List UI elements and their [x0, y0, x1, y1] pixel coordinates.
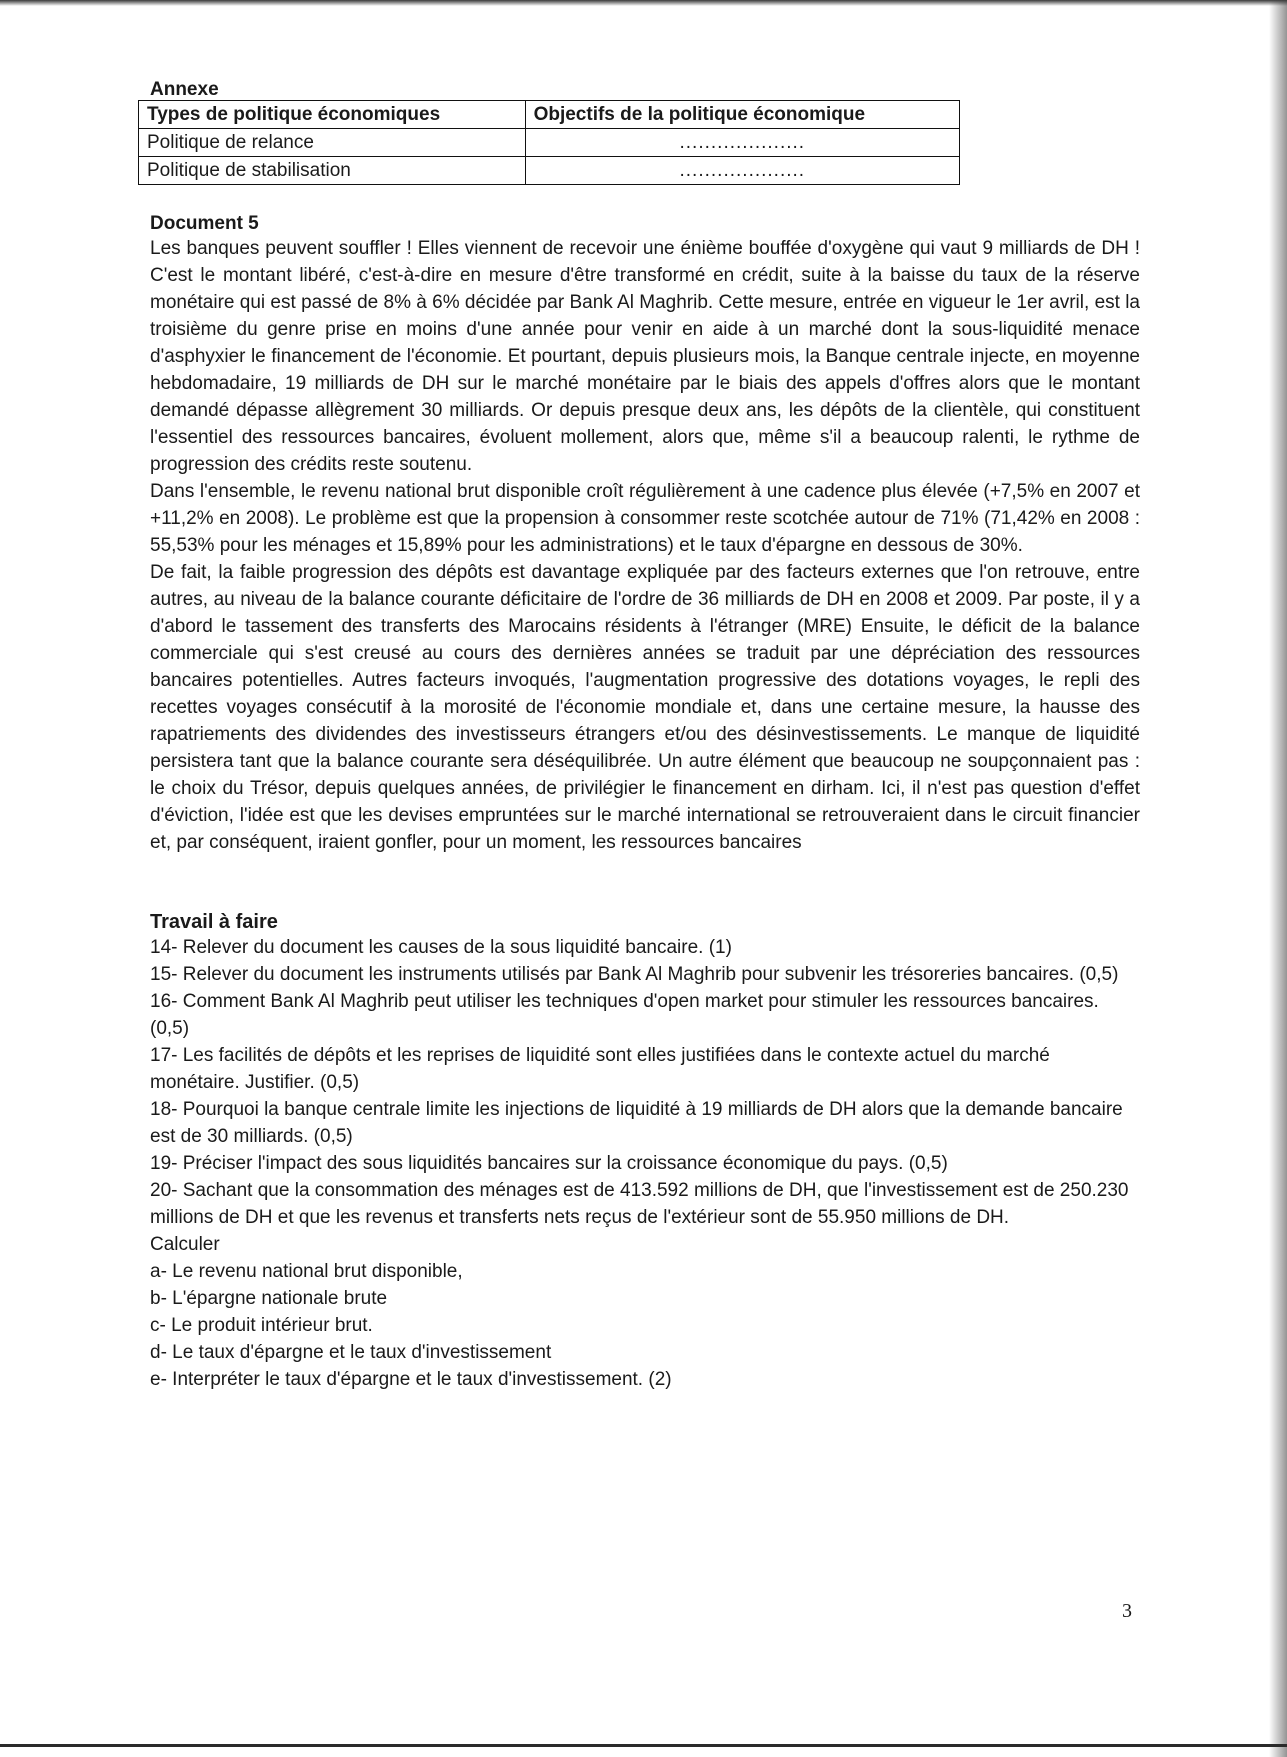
table-row: [139, 157, 960, 185]
document-paragraph: Les banques peuvent souffler ! Elles viennent de recevoir une énième bouffée d'oxygène qui vaut 9 milliards de DH ! C'est le montant libéré, c'est-à-dire en mesure d'être transformé en crédit, suite à la baisse du taux de la réserve monétaire qui est passé de 8% à 6% décidée par Bank Al Maghrib. Cette mesure, entrée en vigueur le 1er avril, est la troisième du genre prise en moins d'une année pour venir en aide à un marché dont la sous-liquidité menace d'asphyxier le financement de l'économie. Et pourtant, depuis plusieurs mois, la Banque centrale injecte, en moyenne hebdomadaire, 19 milliards de DH sur le marché monétaire par le biais des appels d'offres alors que le montant demandé dépasse allègrement 30 milliards. Or depuis presque deux ans, les dépôts de la clientèle, qui constituent l'essentiel des ressources bancaires, évoluent mollement, alors que, même s'il a beaucoup ralenti, le rythme de progression des crédits reste soutenu.: [150, 238, 1140, 475]
document-title: Document 5: [150, 213, 259, 234]
question-list: [150, 934, 1140, 1231]
header-policy-objective: Objectifs de la politique économique: [525, 101, 959, 129]
question-item: 15- Relever du document les instruments utilisés par Bank Al Maghrib pour subvenir les trésoreries bancaires. (0,5): [150, 964, 1119, 985]
calculation-item: b- L'épargne nationale brute: [150, 1288, 388, 1309]
policy-objective-blank: ....................: [525, 129, 959, 157]
question-item: 17- Les facilités de dépôts et les reprises de liquidité sont elles justifiées dans le contexte actuel du marché monétaire. Justifier. (0,5): [150, 1045, 1050, 1093]
policy-objective-blank: ....................: [525, 157, 959, 185]
document-paragraph: De fait, la faible progression des dépôts est davantage expliquée par des facteurs externes que l'on retrouve, entre autres, au niveau de la balance courante déficitaire de l'ordre de 36 milliards de DH en 2008 et 2009. Par poste, il y a d'abord le tassement des transferts des Marocains résidents à l'étranger (MRE) Ensuite, le déficit de la balance commerciale qui s'est creusé au cours des dernières années se traduit par une dépréciation des ressources bancaires potentielles. Autres facteurs invoqués, l'augmentation progressive des dotations voyages, le repli des recettes voyages consécutif à la morosité de l'économie mondiale et, dans une certaine mesure, la hausse des rapatriements des dividendes des investisseurs étrangers et/ou des désinvestissements. Le manque de liquidité persistera tant que la balance courante sera déséquilibrée. Un autre élément que beaucoup ne soupçonnaient pas : le choix du Trésor, depuis quelques années, de privilégier le financement en dirham. Ici, il n'est pas question d'effet d'éviction, l'idée est que les devises empruntées sur le marché international se retrouveraient dans le circuit financier et, par conséquent, iraient gonfler, pour un moment, les ressources bancaires: [150, 562, 1140, 853]
calculation-item: e- Interpréter le taux d'épargne et le taux d'investissement. (2): [150, 1369, 672, 1390]
question-item: 19- Préciser l'impact des sous liquidités bancaires sur la croissance économique du pays. (0,5): [150, 1153, 948, 1174]
scan-edge-top: [0, 0, 1287, 6]
work-title: Travail à faire: [150, 911, 278, 933]
document-text: [150, 235, 1140, 856]
question-item: 18- Pourquoi la banque centrale limite les injections de liquidité à 19 milliards de DH alors que la demande bancaire est de 30 milliards. (0,5): [150, 1099, 1123, 1147]
page-content: [147, 79, 1140, 1393]
question-item: 14- Relever du document les causes de la sous liquidité bancaire. (1): [150, 937, 732, 958]
policy-type-cell: Politique de relance: [139, 129, 526, 157]
calculation-item: a- Le revenu national brut disponible,: [150, 1261, 463, 1282]
calculation-label: Calculer: [150, 1234, 220, 1255]
page-number: 3: [1122, 1600, 1132, 1622]
policy-table-header-row: [139, 101, 960, 129]
annex-title: Annexe: [150, 79, 219, 100]
calculation-item: c- Le produit intérieur brut.: [150, 1315, 373, 1336]
policy-type-cell: Politique de stabilisation: [139, 157, 526, 185]
header-policy-type: Types de politique économiques: [139, 101, 526, 129]
policy-table: [138, 100, 960, 185]
table-row: [139, 129, 960, 157]
document-paragraph: Dans l'ensemble, le revenu national brut disponible croît régulièrement à une cadence plus élevée (+7,5% en 2007 et +11,2% en 2008). Le problème est que la propension à consommer reste scotchée autour de 71% (71,42% en 2008 : 55,53% pour les ménages et 15,89% pour les administrations) et le taux d'épargne en dessous de 30%.: [150, 481, 1140, 556]
calculation-list: [150, 1231, 1140, 1393]
question-item: 16- Comment Bank Al Maghrib peut utiliser les techniques d'open market pour stimuler les ressources bancaires. (0,5): [150, 991, 1099, 1039]
calculation-item: d- Le taux d'épargne et le taux d'investissement: [150, 1342, 552, 1363]
scan-edge-bottom: [0, 1744, 1287, 1747]
scan-edge-right: [1269, 0, 1287, 1757]
question-item: 20- Sachant que la consommation des ménages est de 413.592 millions de DH, que l'investissement est de 250.230 millions de DH et que les revenus et transferts nets reçus de l'extérieur sont de 55.950 millions de DH.: [150, 1180, 1129, 1228]
